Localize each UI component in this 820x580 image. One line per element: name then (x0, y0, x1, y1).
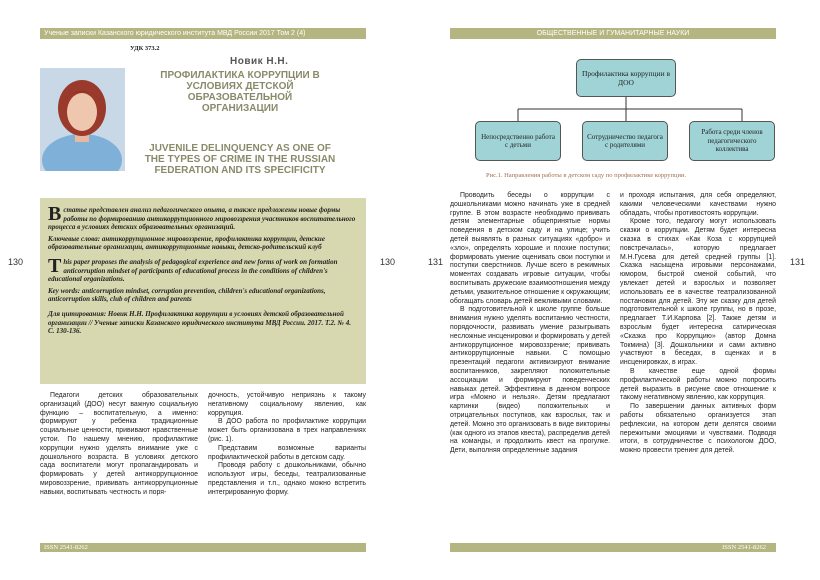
body-paragraph: В подготовительной к школе группе больше внимания нужно уделять воспитанию честности, порядочности, развивать умение разыгрывать несложные инсценировки и формировать у детей антикоррупционное мировоззрение; прививать антикоррупционные навыки. С помощью презентаций педагоги активизируют внимание воспитанников, закрепляют положительные ассоциации и формируют поведенческих навыках детей. Эффективна в данном вопросе игра «Можно и нельзя». Детям предлагают картинки (видео) положительных и отрицательных поступков, как взрослых, так и детей. Можно это организовать в виде викторины (как одного из этапов квеста), распределив детей на команды, и продолжить квест на прогулке. Дети, выполняя определенные задания (450, 306, 610, 455)
page-number-left-inner: 130 (380, 257, 396, 267)
article-title-en: JUVENILE DELINQUENCY AS ONE OF THE TYPES OF CRIME IN THE RUSSIAN FEDERATION AND ITS SPECIFICITY (144, 143, 336, 176)
left-header: Ученые записки Казанского юридического института МВД России 2017 Том 2 (4) (40, 28, 366, 39)
citation: Для цитирования: Новик Н.Н. Профилактика коррупции в условиях детской образовательной организации // Ученые записки Казанского юридического института МВД России. 2017. Т.2. № 4. С. 130-136. (48, 309, 351, 336)
dropcap-en: T (48, 254, 62, 277)
body-paragraph: Проводя работу с дошкольниками, обычно используют игры, беседы, театрализованные представления и т.п., однако можно встретить интегрированную форму. (208, 462, 366, 496)
diagram-box-staff: Работа среди членов педагогического коллектива (689, 121, 775, 161)
abstract-box (40, 198, 366, 384)
figure-caption: Рис.1. Направления работы в детском саду по профилактике коррупции. (486, 172, 687, 179)
right-column-2 (620, 192, 776, 456)
author-portrait-image (40, 68, 125, 171)
body-paragraph: По завершении данных активных форм работы обязательно организуется этап рефлексии, на котором дети делятся своими пережитыми эмоциями и чувствами. Подводя итоги, в сотрудничестве с психологом ДОО, можно провести тренинг для детей. (620, 403, 776, 455)
diagram-box-children: Непосредственно работа с детьми (475, 121, 561, 161)
abstract-en: This paper proposes the analysis of pedagogical experience and new forms of work on formation anticorruption mindset of participants of educational process in the conditions of children's educational organizations. (48, 254, 338, 284)
article-title-ru: ПРОФИЛАКТИКА КОРРУПЦИИ В УСЛОВИЯХ ДЕТСКОЙ ОБРАЗОВАТЕЛЬНОЙ ОРГАНИЗАЦИИ (160, 70, 320, 114)
body-paragraph: дочность, устойчивую неприязнь к такому негативному социальному явлению, как коррупция. (208, 392, 366, 417)
body-paragraph: и проходя испытания, для себя определяют, какими человеческими качествами нужно обладать, чтобы противостоять коррупции. (620, 192, 776, 217)
keywords-ru: Ключевые слова: антикоррупционное мировоззрение, профилактика коррупции, детские образовательные организации, антикоррупционные навыки, детско-родительский клуб (48, 234, 325, 252)
right-header: ОБЩЕСТВЕННЫЕ И ГУМАНИТАРНЫЕ НАУКИ (450, 28, 776, 39)
body-paragraph: Представим возможные варианты профилактической работы в детском саду. (208, 444, 366, 461)
udk-code: УДК 373.2 (130, 45, 160, 52)
left-column-2 (208, 392, 366, 498)
body-paragraph: Кроме того, педагогу могут использовать сказки о коррупции. Детям будет интересна сказка в стихах «Как Коза с коррупцией повстречалась», которую предлагает М.Н.Гусева для детей средней группы [1]. Сказка насыщена игровыми персонажами, юмором, быстрой сменой событий, что увлекает детей и взрослых и позволяет использовать ее в качестве театрализованной постановки для детей. Эту же сказку для детей подготовительной к школе группы, но в прозе, предлагает Т.И.Карпова [2]. Также детям и взрослым будет интересна сатирическая «Сказка про Коррупцию» (автор Домна Токмина) [3]. Дошкольники и сами активно участвуют в беседах, в сценках и в инсценировках, в играх. (620, 218, 776, 367)
right-footer: ISSN 2541-8262 (450, 543, 776, 552)
right-column-1 (450, 192, 610, 456)
author-photo (40, 68, 125, 171)
page-number-right-inner: 131 (428, 257, 444, 267)
dropcap-ru: В (48, 203, 62, 225)
body-paragraph: Проводить беседы о коррупции с дошкольниками можно начинать уже в средней группе. В этом возрасте необходимо прививать детям элементарные общепринятые нормы поведения в детском саду и на улице; учить детей выявлять в разных ситуациях «добро» и «зло», определять хорошие и плохие поступки; формировать умение оценивать свои поступки и поступки сверстников. Лучше всего в режимных моментах создавать игровые ситуации, чтобы воспитывать дружеские взаимоотношения между детьми, уважительное отношение к окружающим; обогащать словарь детей вежливыми словами. (450, 192, 610, 305)
author-name: Новик Н.Н. (230, 56, 289, 67)
body-paragraph: В качестве еще одной формы профилактической работы можно попросить детей выразить в рисунке свое отношение к такому негативному явлению, как коррупция. (620, 367, 776, 402)
left-column-1 (40, 392, 198, 498)
keywords-en: Key words: anticorruption mindset, corruption prevention, children's educational organizations, anticorruption skills, club of children and parents (48, 286, 326, 304)
body-paragraph: В ДОО работа по профилактике коррупции может быть организована в трех направлениях (рис. 1). (208, 418, 366, 443)
abstract-ru: Встатье представлен анализ педагогического опыта, а также предложены новые формы работы по формированию антикоррупционного мировоззрения участников воспитательного процесса в условиях детских образовательных организаций. (48, 203, 356, 232)
diagram-box-parents: Сотрудничество педагога с родителями (582, 121, 668, 161)
left-footer: ISSN 2541-8262 (40, 543, 366, 552)
page-number-left-outer: 130 (8, 257, 24, 267)
diagram-top-node: Профилактика коррупции в ДОО (576, 59, 676, 97)
body-paragraph: Педагоги детских образовательных организаций (ДОО) несут важную социальную функцию – воспитательную, а именно: формируют у ребенка традиционные социальные ценности, прививают нравственные устои. По нашему мнению, профилактике коррупции нужно уделять внимание уже с дошкольного возраста. В условиях детского сада воспитатели могут пропагандировать и формировать у детей антикоррупционное мировоззрение, прививать антикоррупционные навыки, воспитывать честность и поря- (40, 392, 198, 496)
page-number-right-outer: 131 (790, 257, 806, 267)
